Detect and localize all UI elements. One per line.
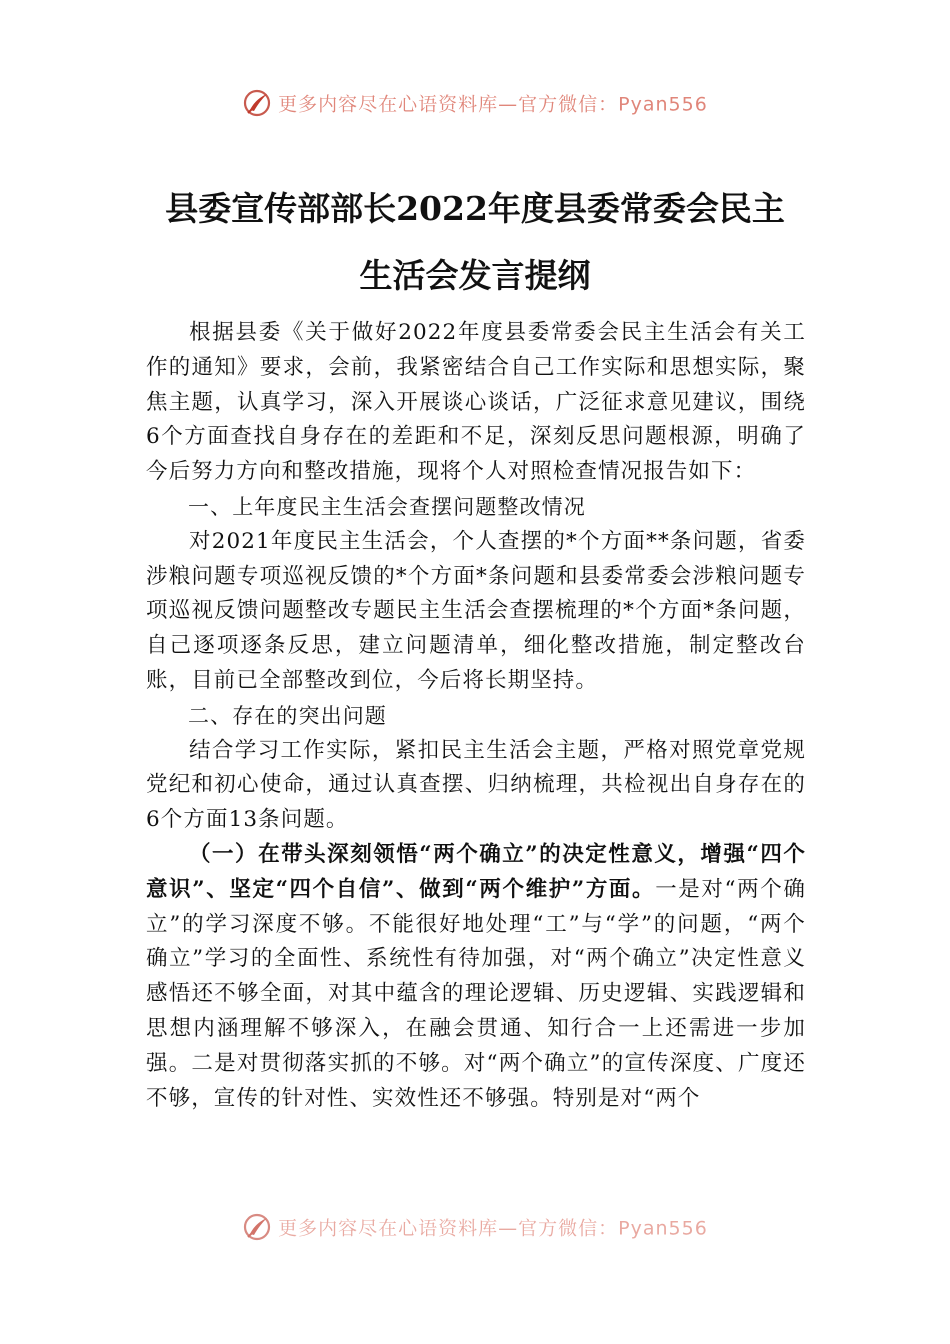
subsection-1-paragraph — [146, 838, 806, 1116]
feather-pen-logo-icon — [242, 1212, 272, 1242]
subsection-1-body: 一是对“两个确立”的学习深度不够。不能很好地处理“工”与“学”的问题，“两个确立”学习的全面性、系统性有待加强，对“两个确立”决定性意义感悟还不够全面，对其中蕴含的理论逻辑、历史逻辑、实践逻辑和思想内涵理解不够深入，在融会贯通、知行合一上还需进一步加强。二是对贯彻落实抓的不够。对“两个确立”的宣传深度、广度还不够，宣传的针对性、实效性还不够强。特别是对“两个 — [146, 876, 806, 1111]
section-heading-1: 一、上年度民主生活会查摆问题整改情况 — [188, 494, 586, 519]
document-body — [146, 316, 806, 1116]
document-title-line-1: 县委宣传部部长2022年度县委常委会民主 — [165, 189, 785, 228]
watermark-header — [0, 88, 950, 118]
feather-pen-logo-icon — [242, 88, 272, 118]
watermark-text: 更多内容尽在心语资料库—官方微信：Pyan556 — [278, 1217, 708, 1240]
watermark-text: 更多内容尽在心语资料库—官方微信：Pyan556 — [278, 93, 708, 116]
intro-paragraph: 根据县委《关于做好2022年度县委常委会民主生活会有关工作的通知》要求，会前，我紧密结合自己工作实际和思想实际，聚焦主题，认真学习，深入开展谈心谈话，广泛征求意见建议，围绕6个方面查找自身存在的差距和不足，深刻反思问题根源，明确了今后努力方向和整改措施，现将个人对照检查情况报告如下： — [146, 320, 806, 485]
section-1-paragraph: 对2021年度民主生活会，个人查摆的*个方面**条问题，省委涉粮问题专项巡视反馈的*个方面*条问题和县委常委会涉粮问题专项巡视反馈问题整改专题民主生活会查摆梳理的*个方面*条问题，自己逐项逐条反思，建立问题清单，细化整改措施，制定整改台账，目前已全部整改到位，今后将长期坚持。 — [146, 528, 806, 693]
section-heading-2: 二、存在的突出问题 — [188, 703, 387, 728]
subsection-1-heading: （一）在带头深刻领悟“两个确立”的决定性意义，增强“四个意识”、坚定“四个自信”、做到“两个维护”方面。 — [146, 841, 806, 902]
section-2-paragraph: 结合学习工作实际，紧扣民主生活会主题，严格对照党章党规党纪和初心使命，通过认真查摆、归纳梳理，共检视出自身存在的6个方面13条问题。 — [146, 737, 806, 833]
watermark-footer — [0, 1212, 950, 1242]
document-title-line-2: 生活会发言提纲 — [359, 256, 591, 295]
